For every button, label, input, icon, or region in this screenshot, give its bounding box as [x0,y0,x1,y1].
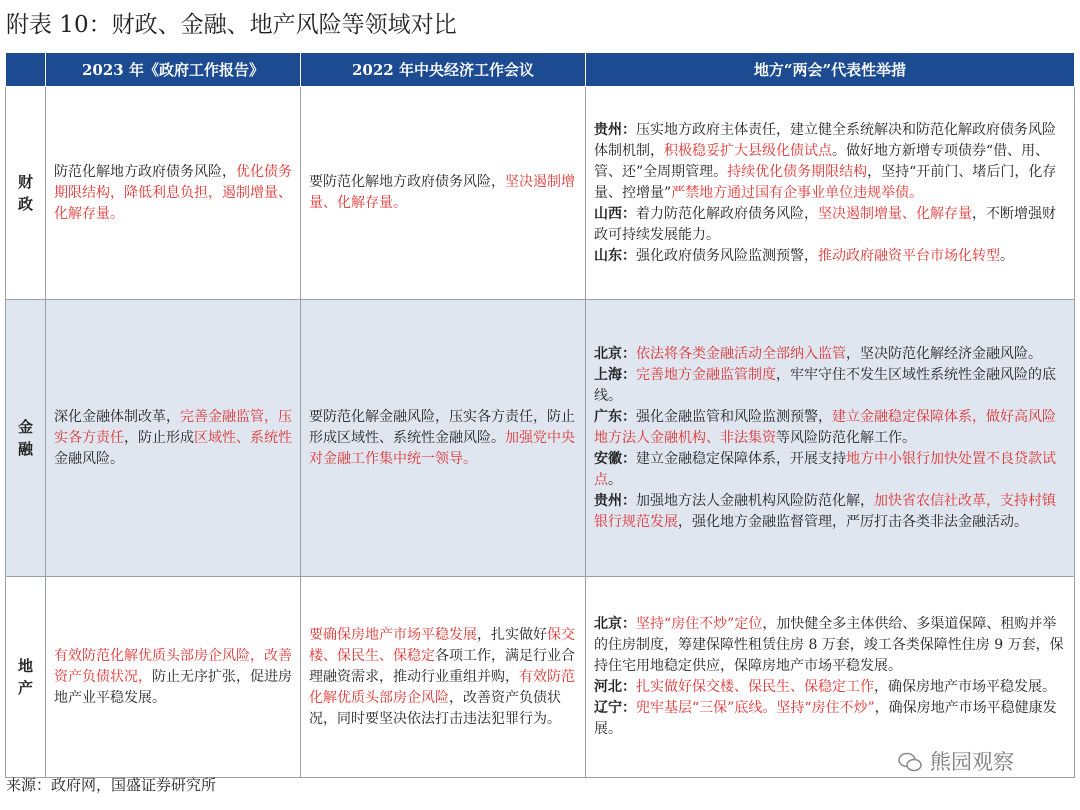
text-segment: 要确保房地产市场平稳发展 [309,626,477,643]
text-segment: ，防止形成 [124,429,194,446]
text-segment: ，确保房地产市场平稳发展。 [874,679,1056,695]
text-segment: 压实地方政府主体责任，建立健全系统解决和防范化解政府债务风险体制机制， [594,121,1056,159]
text-segment: ，确保房地产市场平稳健康发展。 [594,700,1057,737]
text-segment: ，不断增强财政可持续发展能力。 [594,205,1056,243]
text-segment: 防止无序扩张，促进房地产业平稳发展。 [54,668,292,706]
text-segment: 有效防范化解优质头部房企风险 [309,668,575,706]
text-segment: 区域性、系统性 [194,429,292,446]
text-segment: ，坚持“开前门、堵后门，化存量、控增量” [594,163,1057,201]
text-segment: ，扎实做好 [477,626,547,643]
text-segment: ，牢牢守住不发生区域性系统性金融风险的底线。 [594,366,1056,404]
category-cell: 金 融 [6,300,46,577]
text-segment: 地方中小银行加快处置不良贷款试点 [594,450,1056,488]
text-segment: 保交楼、保民生、保稳定 [309,626,575,664]
text-segment: 强化金融监管和风险监测预警， [636,408,832,425]
text-segment: 优化债务期限结构，降低利息负担，遏制增量、化解存量。 [54,163,292,222]
table-row [6,87,1075,300]
watermark [898,746,1014,776]
text-segment: 防范化解地方政府债务风险， [54,163,236,180]
text-segment: 坚决遏制增量、化解存量。 [309,174,575,211]
province-label: 上海： [594,366,636,383]
text-segment: 有效防范化解优质头部房企风险，改善资产负债状况， [54,647,292,685]
text-segment: 。 [608,471,622,488]
text-segment: 持续优化债务期限结构 [727,163,868,180]
province-entry [594,204,1066,246]
text-segment: 金融风险。 [54,450,124,467]
province-label: 北京： [594,345,636,362]
province-label: 河北： [594,679,636,695]
text-segment: 建立金融稳定保障体系，做好高风险地方法人金融机构、非法集资 [594,408,1056,446]
text-segment: 加强地方法人金融机构风险防范化解， [636,492,874,509]
text-segment: 。 [1000,247,1014,264]
header-corner [6,53,46,87]
province-entry [594,614,1066,677]
text-segment: 各项工作，满足行业合理融资需求，推动行业重组并购， [309,647,575,685]
text-segment: 严禁地方通过国有企事业单位违规举债。 [671,184,924,201]
province-entry [594,344,1066,365]
text-segment: 要防范化解地方政府债务风险， [309,174,505,190]
province-entry [594,365,1066,407]
text-segment: 推动政府融资平台市场化转型 [818,247,1000,264]
text-segment: 积极稳妥扩大县级化债试点 [664,142,832,159]
table-row [6,300,1075,577]
text-segment: 。做好地方新增专项债券“借、用、管、还”全周期管理。 [594,142,1050,180]
province-label: 北京： [594,616,636,632]
comparison-table [5,52,1075,778]
text-segment: 加强党中央对金融工作集中统一领导。 [309,429,575,467]
wechat-icon [898,752,922,772]
province-entry [594,246,1066,267]
province-entry [594,677,1066,698]
province-entry [594,449,1066,491]
category-cell: 财 政 [6,87,46,300]
report-cell [46,300,301,577]
text-segment: ，强化地方金融监督管理，严厉打击各类非法金融活动。 [678,513,1028,530]
province-entry [594,120,1066,204]
source-note: 来源：政府网，国盛证券研究所 [6,776,217,794]
province-label: 贵州： [594,121,636,138]
province-label: 辽宁： [594,700,636,716]
province-label: 广东： [594,408,636,425]
header-local-measures: 地方“两会”代表性举措 [586,53,1075,87]
text-segment: 完善金融监管，压实各方责任 [54,408,292,446]
conference-cell [301,300,586,577]
text-segment: 兜牢基层“三保”底线。坚持“房住不炒” [636,700,875,716]
header-gov-report: 2023 年《政府工作报告》 [46,53,301,87]
table-title: 附表 10：财政、金融、地产风险等领域对比 [6,12,457,38]
province-entry [594,698,1066,740]
local-measures-cell [586,87,1075,300]
text-segment: 要防范化解金融风险，压实各方责任，防止形成区域性、系统性金融风险。 [309,408,575,446]
category-cell: 地 产 [6,577,46,778]
header-econ-conference: 2022 年中央经济工作会议 [301,53,586,87]
province-label: 贵州： [594,492,636,509]
header-row [6,53,1075,87]
text-segment: 建立金融稳定保障体系，开展支持 [636,450,846,467]
province-entry [594,407,1066,449]
text-segment: ，改善资产负债状况，同时要坚决依法打击违法犯罪行为。 [309,689,561,727]
text-segment: 扎实做好保交楼、保民生、保稳定工作 [636,679,874,695]
text-segment: 强化政府债务风险监测预警， [636,247,818,264]
province-label: 山西： [594,205,636,222]
local-measures-cell [586,300,1075,577]
text-segment: 完善地方金融监管制度 [636,366,776,383]
province-label: 山东： [594,247,636,264]
watermark-text: 熊园观察 [930,750,1014,774]
text-segment: ，坚决防范化解经济金融风险。 [846,345,1042,362]
text-segment: 坚持“房住不炒”定位 [636,616,763,632]
province-entry [594,491,1066,533]
province-label: 安徽： [594,450,636,467]
report-cell [46,577,301,778]
text-segment: 着力防范化解政府债务风险， [636,205,818,222]
text-segment: ，加快健全多主体供给、多渠道保障、租购并举的住房制度，筹建保障性租赁住房 8 万套，竣工各类保障性住房 9 万套，保持住宅用地稳定供应，保障房地产市场平稳发展。 [594,616,1064,674]
text-segment: 依法将各类金融活动全部纳入监管 [636,345,846,362]
conference-cell [301,87,586,300]
report-cell [46,87,301,300]
text-segment: 等风险防范化解工作。 [776,429,916,446]
conference-cell [301,577,586,778]
text-segment: 坚决遏制增量、化解存量 [818,205,972,222]
text-segment: 加快省农信社改革，支持村镇银行规范发展 [594,492,1056,530]
text-segment: 深化金融体制改革， [54,408,180,425]
